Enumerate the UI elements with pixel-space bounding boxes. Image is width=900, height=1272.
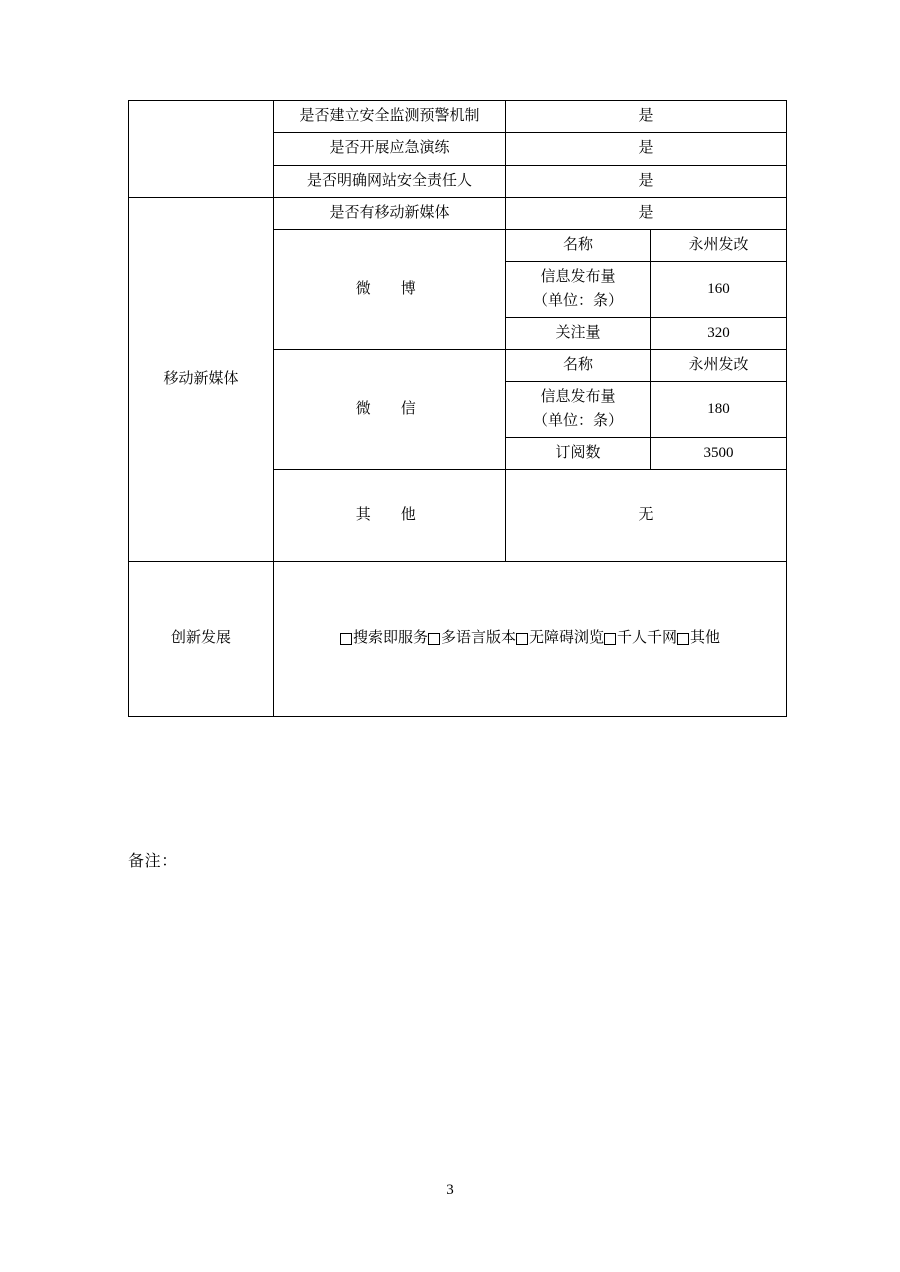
security-category-cell	[129, 101, 274, 198]
innovation-option-3[interactable]	[604, 627, 677, 650]
innovation-option-0[interactable]	[340, 627, 428, 650]
other-media-value: 无	[506, 470, 787, 562]
security-answer-2: 是	[506, 165, 787, 197]
innovation-option-label-2: 无障碍浏览	[529, 630, 605, 647]
table-row	[129, 562, 787, 717]
weibo-field-value-1: 160	[651, 262, 787, 318]
innovation-category-label: 创新发展	[129, 562, 274, 717]
weibo-field-name-1-line2: （单位：条）	[532, 292, 623, 309]
weibo-label: 微 博	[274, 230, 506, 350]
checkbox-icon[interactable]	[604, 633, 616, 645]
remark-label: 备注：	[128, 853, 178, 870]
weibo-field-value-2: 320	[651, 317, 787, 349]
innovation-option-4[interactable]	[677, 627, 720, 650]
security-question-0: 是否建立安全监测预警机制	[274, 101, 506, 133]
checkbox-icon[interactable]	[516, 633, 528, 645]
page-number: 3	[446, 1182, 454, 1198]
mobile-media-category-label: 移动新媒体	[129, 197, 274, 561]
has-mobile-media-answer: 是	[506, 197, 787, 229]
security-question-2: 是否明确网站安全责任人	[274, 165, 506, 197]
weixin-field-name-1	[506, 382, 651, 438]
weibo-field-name-1	[506, 262, 651, 318]
weibo-field-name-2: 关注量	[506, 317, 651, 349]
weibo-field-name-0: 名称	[506, 230, 651, 262]
checkbox-icon[interactable]	[340, 633, 352, 645]
innovation-option-2[interactable]	[516, 627, 604, 650]
innovation-option-label-4: 其他	[690, 630, 721, 647]
innovation-checkbox-row	[280, 627, 780, 650]
security-answer-1: 是	[506, 133, 787, 165]
table-row	[129, 197, 787, 229]
weixin-label: 微 信	[274, 350, 506, 470]
security-question-1: 是否开展应急演练	[274, 133, 506, 165]
has-mobile-media-question: 是否有移动新媒体	[274, 197, 506, 229]
weixin-field-value-2: 3500	[651, 437, 787, 469]
innovation-option-label-1: 多语言版本	[440, 630, 516, 647]
innovation-option-1[interactable]	[428, 627, 516, 650]
table-row	[129, 101, 787, 133]
weixin-field-name-1-line1: 信息发布量	[540, 389, 616, 406]
innovation-option-label-0: 搜索即服务	[352, 630, 428, 647]
innovation-options-cell	[274, 562, 787, 717]
weixin-field-name-1-line2: （单位：条）	[532, 412, 623, 429]
website-report-table	[128, 100, 787, 717]
weixin-field-value-0: 永州发改	[651, 350, 787, 382]
weibo-field-name-1-line1: 信息发布量	[540, 269, 616, 286]
security-answer-0: 是	[506, 101, 787, 133]
weixin-field-name-2: 订阅数	[506, 437, 651, 469]
weixin-field-value-1: 180	[651, 382, 787, 438]
checkbox-icon[interactable]	[428, 633, 440, 645]
innovation-option-label-3: 千人千网	[617, 630, 678, 647]
checkbox-icon[interactable]	[677, 633, 689, 645]
other-media-label: 其 他	[274, 470, 506, 562]
weixin-field-name-0: 名称	[506, 350, 651, 382]
weibo-field-value-0: 永州发改	[651, 230, 787, 262]
